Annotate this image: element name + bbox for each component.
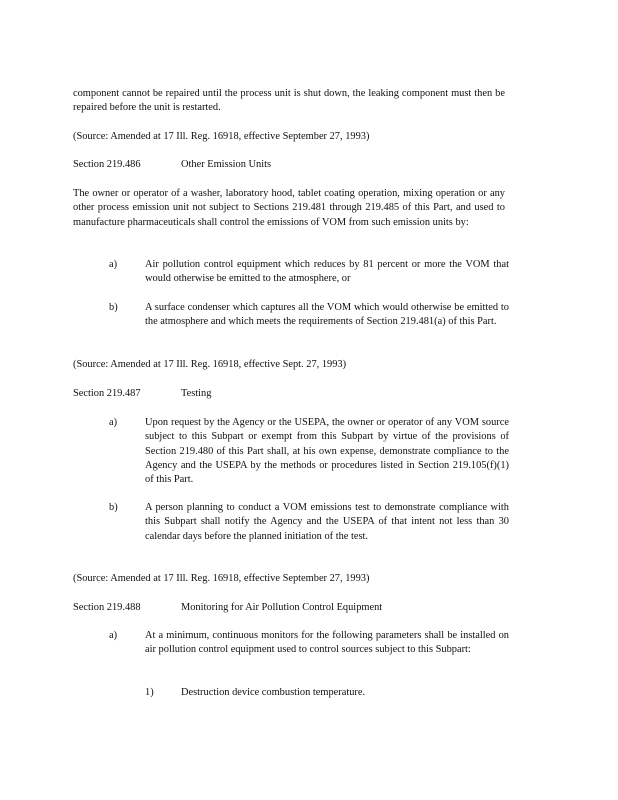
item-text: Air pollution control equipment which reduces by 81 percent or more the VOM that would otherwise be emitted to the atmosphere, or bbox=[145, 259, 509, 285]
section-title: Testing bbox=[181, 388, 212, 399]
paragraph-continuation: component cannot be repaired until the process unit is shut down, the leaking component must then be repaired before the unit is restarted. bbox=[73, 88, 505, 114]
source-note-2: (Source: Amended at 17 Ill. Reg. 16918, effective Sept. 27, 1993) bbox=[73, 359, 347, 370]
item-text: A person planning to conduct a VOM emissions test to demonstrate compliance with this Subpart shall notify the Agency and the USEPA of that intent not less than 30 calendar days before the planned initiation of the test. bbox=[145, 502, 509, 542]
section-number: Section 219.487 bbox=[73, 388, 141, 399]
item-219-487-b bbox=[109, 501, 509, 544]
item-219-486-b bbox=[109, 301, 509, 330]
section-heading-219-487 bbox=[73, 387, 212, 401]
item-text: Upon request by the Agency or the USEPA, the owner or operator of any VOM source subject to this Subpart or exempt from this Subpart by virtue of the provisions of Section 219.480 of this Part shall, at his own expense, demonstrate compliance to the Agency and the USEPA by the methods or procedures listed in Section 219.105(f)(1) of this Part. bbox=[145, 417, 509, 486]
section-heading-219-486 bbox=[73, 158, 272, 172]
item-text: Destruction device combustion temperature. bbox=[181, 687, 366, 698]
section-title: Monitoring for Air Pollution Control Equipment bbox=[181, 602, 383, 613]
section-number: Section 219.486 bbox=[73, 159, 141, 170]
source-note-1: (Source: Amended at 17 Ill. Reg. 16918, effective September 27, 1993) bbox=[73, 131, 370, 142]
section-heading-219-488 bbox=[73, 601, 383, 615]
item-label: a) bbox=[109, 630, 118, 641]
item-label: a) bbox=[109, 259, 118, 270]
section-number: Section 219.488 bbox=[73, 602, 141, 613]
item-219-487-a bbox=[109, 416, 509, 487]
section-title: Other Emission Units bbox=[181, 159, 272, 170]
item-label: b) bbox=[109, 502, 118, 513]
item-219-486-a bbox=[109, 258, 509, 287]
item-text: A surface condenser which captures all the VOM which would otherwise be emitted to the atmosphere and which meets the requirements of Section 219.481(a) of this Part. bbox=[145, 302, 509, 328]
source-note-3: (Source: Amended at 17 Ill. Reg. 16918, effective September 27, 1993) bbox=[73, 573, 370, 584]
section-219-486-body: The owner or operator of a washer, laboratory hood, tablet coating operation, mixing operation or any other process emission unit not subject to Sections 219.481 through 219.485 of this Part, and used to manufacture pharmaceuticals shall control the emissions of VOM from such emission units by: bbox=[73, 188, 505, 228]
item-219-488-a bbox=[109, 629, 509, 658]
item-label: b) bbox=[109, 302, 118, 313]
item-219-488-a-1 bbox=[145, 686, 505, 700]
item-label: 1) bbox=[145, 687, 154, 698]
item-text: At a minimum, continuous monitors for the following parameters shall be installed on air pollution control equipment used to control sources subject to this Subpart: bbox=[145, 630, 509, 656]
item-label: a) bbox=[109, 417, 118, 428]
